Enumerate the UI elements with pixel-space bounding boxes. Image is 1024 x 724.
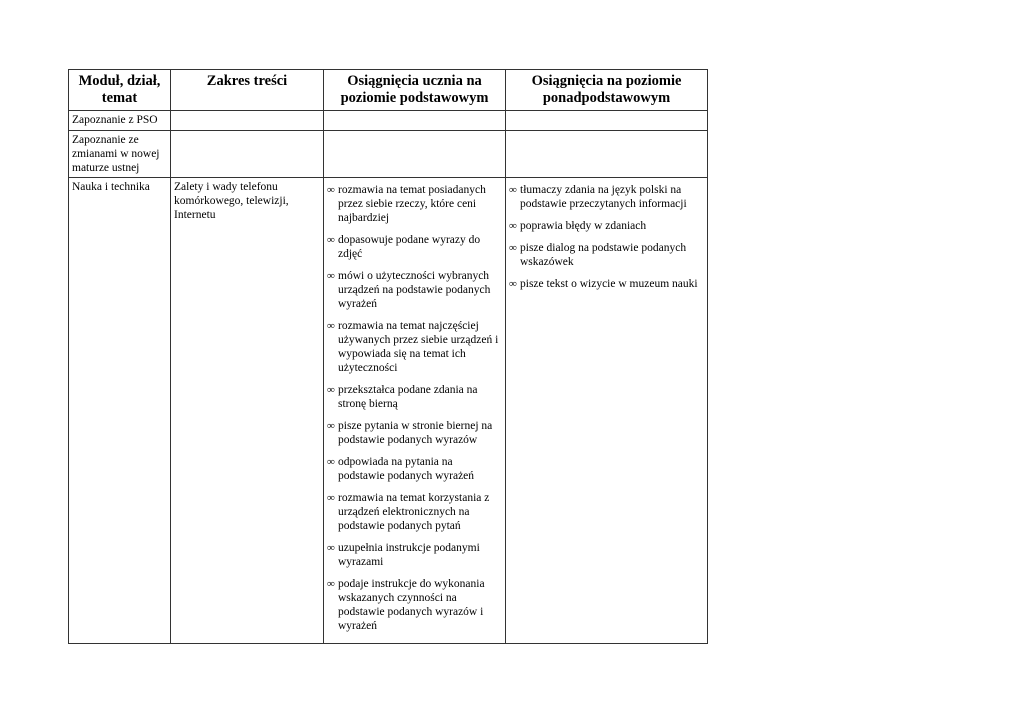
infinity-bullet-icon: ∞ xyxy=(509,278,517,290)
list-item: ∞ przekształca podane zdania na stronę bierną xyxy=(327,384,478,410)
list-item: ∞ rozmawia na temat posiadanych przez siebie rzeczy, które ceni najbardziej xyxy=(327,184,486,224)
infinity-bullet-icon: ∞ xyxy=(327,384,335,396)
header-zakres: Zakres treści xyxy=(171,70,324,111)
infinity-bullet-icon: ∞ xyxy=(509,184,517,196)
cell-ponadpodstawowy xyxy=(506,111,708,131)
header-ponadpodstawowy: Osiągnięcia na poziomie ponadpodstawowym xyxy=(506,70,708,111)
infinity-bullet-icon: ∞ xyxy=(327,234,335,246)
cell-podstawowy xyxy=(324,178,506,644)
cell-modul: Nauka i technika xyxy=(69,178,171,644)
infinity-bullet-icon: ∞ xyxy=(327,456,335,468)
table-row xyxy=(69,111,708,131)
infinity-bullet-icon: ∞ xyxy=(509,220,517,232)
list-item: ∞ dopasowuje podane wyrazy do zdjęć xyxy=(327,234,481,260)
list-item: ∞ odpowiada na pytania na podstawie podanych wyrażeń xyxy=(327,456,475,482)
cell-modul: Zapoznanie ze zmianami w nowej maturze ustnej xyxy=(69,131,171,178)
cell-podstawowy xyxy=(324,111,506,131)
list-item: ∞ pisze dialog na podstawie podanych wskazówek xyxy=(509,242,687,268)
list-item: ∞ pisze pytania w stronie biernej na podstawie podanych wyrazów xyxy=(327,420,493,446)
infinity-bullet-icon: ∞ xyxy=(327,270,335,282)
infinity-bullet-icon: ∞ xyxy=(509,242,517,254)
infinity-bullet-icon: ∞ xyxy=(327,578,335,590)
list-item: ∞ rozmawia na temat korzystania z urządzeń elektronicznych na podstawie podanych pytań xyxy=(327,492,490,532)
podstawowy-list xyxy=(327,180,502,633)
table-row xyxy=(69,178,708,644)
infinity-bullet-icon: ∞ xyxy=(327,542,335,554)
cell-podstawowy xyxy=(324,131,506,178)
header-modul: Moduł, dział, temat xyxy=(69,70,171,111)
list-item: ∞ uzupełnia instrukcje podanymi wyrazami xyxy=(327,542,480,568)
list-item: ∞ podaje instrukcje do wykonania wskazanych czynności na podstawie podanych wyrazów i wyrażeń xyxy=(327,578,485,632)
cell-modul: Zapoznanie z PSO xyxy=(69,111,171,131)
ponadpodstawowy-list xyxy=(509,180,704,291)
cell-zakres xyxy=(171,111,324,131)
list-item: ∞ pisze tekst o wizycie w muzeum nauki xyxy=(509,278,698,290)
cell-zakres xyxy=(171,131,324,178)
table-header-row xyxy=(69,70,708,111)
infinity-bullet-icon: ∞ xyxy=(327,320,335,332)
list-item: ∞ rozmawia na temat najczęściej używanych przez siebie urządzeń i wypowiada się na temat ich użyteczności xyxy=(327,320,499,374)
list-item: ∞ mówi o użyteczności wybranych urządzeń na podstawie podanych wyrażeń xyxy=(327,270,491,310)
cell-ponadpodstawowy xyxy=(506,178,708,644)
cell-ponadpodstawowy xyxy=(506,131,708,178)
curriculum-table xyxy=(68,69,708,644)
infinity-bullet-icon: ∞ xyxy=(327,420,335,432)
header-podstawowy: Osiągnięcia ucznia na poziomie podstawowym xyxy=(324,70,506,111)
list-item: ∞ poprawia błędy w zdaniach xyxy=(509,220,647,232)
list-item: ∞ tłumaczy zdania na język polski na podstawie przeczytanych informacji xyxy=(509,184,687,210)
table-row xyxy=(69,131,708,178)
infinity-bullet-icon: ∞ xyxy=(327,184,335,196)
infinity-bullet-icon: ∞ xyxy=(327,492,335,504)
cell-zakres: Zalety i wady telefonu komórkowego, telewizji, Internetu xyxy=(171,178,324,644)
